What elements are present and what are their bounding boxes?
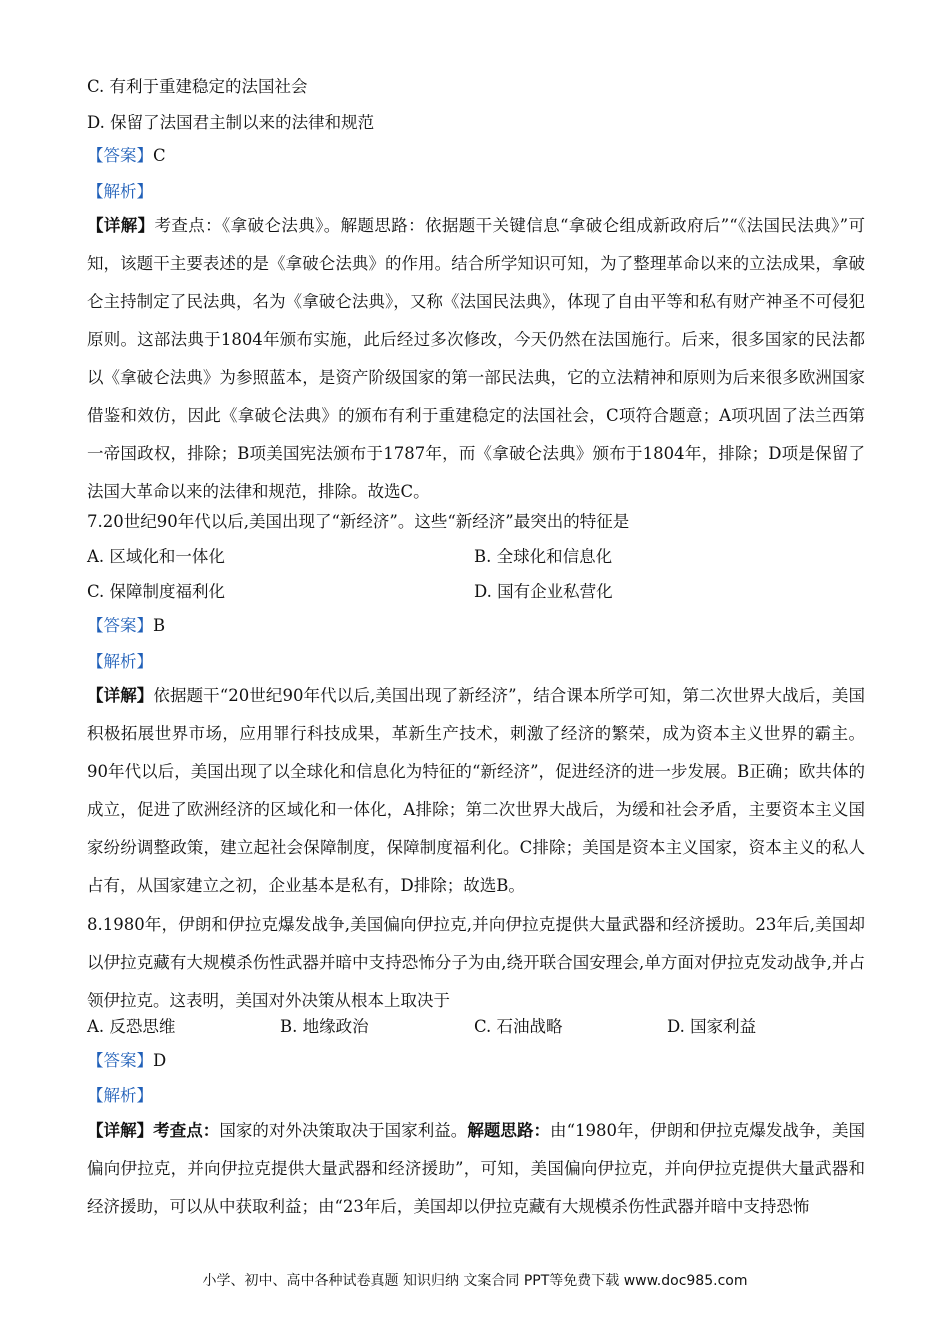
q6-detail: [87, 207, 865, 511]
q6-answer: [87, 146, 166, 166]
q8-answer: [87, 1051, 166, 1071]
detail-tag: 【详解】: [87, 1121, 154, 1140]
q7-option-a: A. 区域化和一体化: [87, 547, 225, 566]
q8-option-a: A. 反恐思维: [87, 1017, 176, 1036]
q8-option-b: B. 地缘政治: [280, 1017, 369, 1036]
q8-analysis-tag: 【解析】: [87, 1086, 153, 1105]
q6-option-d: D. 保留了法国君主制以来的法律和规范: [87, 113, 375, 132]
answer-value: C: [153, 146, 166, 165]
point-label: 考查点：: [153, 1121, 220, 1140]
answer-tag: 【答案】: [87, 1051, 153, 1070]
detail-tag: 【详解】: [87, 216, 155, 235]
detail-text: 考查点：《拿破仑法典》。解题思路：依据题干关键信息“拿破仑组成新政府后”“《法国民法典》”可知，该题干主要表述的是《拿破仑法典》的作用。结合所学知识可知，为了整理革命以来的立法成果，拿破仑主持制定了民法典，名为《拿破仑法典》，又称《法国民法典》，体现了自由平等和私有财产神圣不可侵犯原则。这部法典于1804年颁布实施，此后经过多次修改，今天仍然在法国施行。后来，很多国家的民法都以《拿破仑法典》为参照蓝本，是资产阶级国家的第一部民法典，它的立法精神和原则为后来很多欧洲国家借鉴和效仿，因此《拿破仑法典》的颁布有利于重建稳定的法国社会，C项符合题意；A项巩固了法兰西第一帝国政权，排除；B项美国宪法颁布于1787年，而《拿破仑法典》颁布于1804年，排除；D项是保留了法国大革命以来的法律和规范，排除。故选C。: [87, 216, 866, 501]
answer-tag: 【答案】: [87, 616, 153, 635]
answer-tag: 【答案】: [87, 146, 153, 165]
detail-text: 依据题干“20世纪90年代以后,美国出现了新经济”，结合课本所学可知，第二次世界大战后，美国积极拓展世界市场，应用罪行科技成果，革新生产技术，刺激了经济的繁荣，成为资本主义世界的霸主。90年代以后，美国出现了以全球化和信息化为特征的“新经济”，促进经济的进一步发展。B正确；欧共体的成立，促进了欧洲经济的区域化和一体化，A排除；第二次世界大战后，为缓和社会矛盾，主要资本主义国家纷纷调整政策，建立起社会保障制度，保障制度福利化。C排除；美国是资本主义国家，资本主义的私人占有，从国家建立之初，企业基本是私有，D排除；故选B。: [87, 686, 866, 895]
q8-option-c: C. 石油战略: [474, 1017, 563, 1036]
q8-detail: [87, 1112, 865, 1226]
q7-option-c: C. 保障制度福利化: [87, 582, 226, 601]
q8-stem: 8.1980年，伊朗和伊拉克爆发战争,美国偏向伊拉克,并向伊拉克提供大量武器和经济援助。23年后,美国却以伊拉克藏有大规模杀伤性武器并暗中支持恐怖分子为由,绕开联合国安理会,单方面对伊拉克发动战争,并占领伊拉克。这表明，美国对外决策从根本上取决于: [87, 915, 865, 1010]
q7-detail: [87, 677, 865, 905]
q7-option-d: D. 国有企业私营化: [474, 582, 613, 601]
q7-option-b: B. 全球化和信息化: [474, 547, 613, 566]
q6-option-c: C. 有利于重建稳定的法国社会: [87, 77, 308, 96]
q7-analysis-tag: 【解析】: [87, 652, 153, 671]
idea-text: 由“1980年，伊朗和伊拉克爆发战争，美国偏向伊拉克，并向伊拉克提供大量武器和经济援助”，可知，美国偏向伊拉克，并向伊拉克提供大量武器和经济援助，可以从中获取利益；由“23年后，美国却以伊拉克藏有大规模杀伤性武器并暗中支持恐怖: [87, 1121, 866, 1216]
point-text: 国家的对外决策取决于国家利益。: [219, 1121, 468, 1140]
q8-option-d: D. 国家利益: [667, 1017, 757, 1036]
idea-label: 解题思路：: [467, 1121, 551, 1140]
q7-answer: [87, 616, 165, 636]
q6-analysis-tag: 【解析】: [87, 182, 153, 201]
answer-value: D: [153, 1051, 167, 1070]
page-footer: 小学、初中、高中各种试卷真题 知识归纳 文案合同 PPT等免费下载 www.doc985.com: [202, 1273, 748, 1289]
answer-value: B: [153, 616, 166, 635]
q7-stem: 7.20世纪90年代以后,美国出现了“新经济”。这些“新经济”最突出的特征是: [87, 512, 630, 531]
detail-tag: 【详解】: [87, 686, 154, 705]
